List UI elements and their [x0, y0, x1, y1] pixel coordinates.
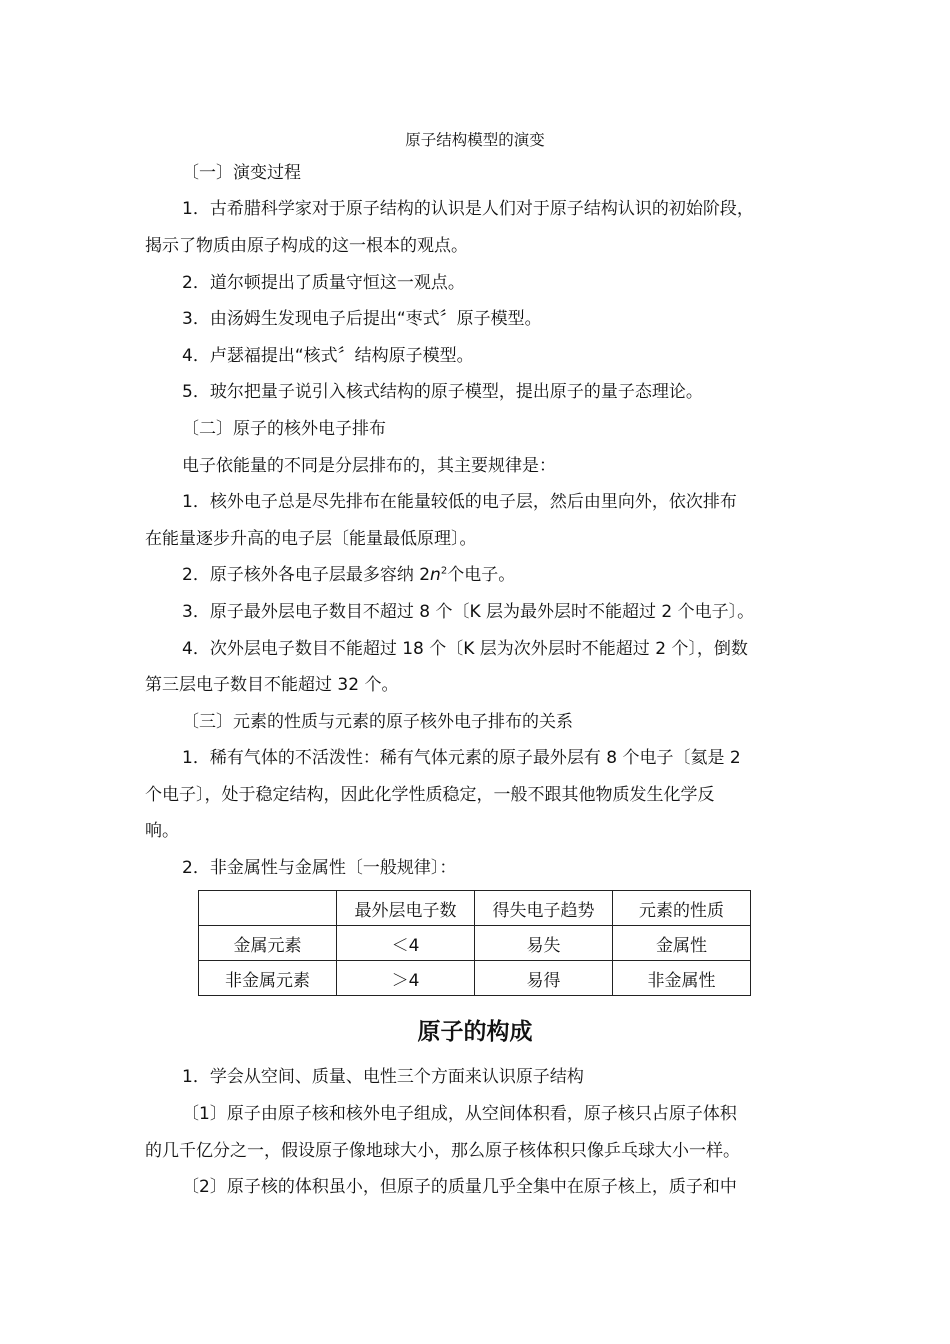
paragraph: 响。 — [145, 821, 179, 841]
paragraph: 的几千亿分之一，假设原子像地球大小，那么原子核体积只像乒乓球大小一样。 — [145, 1141, 740, 1161]
paragraph: 5．玻尔把量子说引入核式结构的原子模型，提出原子的量子态理论。 — [182, 382, 703, 402]
paragraph: 个电子〕，处于稳定结构，因此化学性质稳定，一般不跟其他物质发生化学反 — [145, 785, 715, 805]
paragraph: 1．古希腊科学家对于原子结构的认识是人们对于原子结构认识的初始阶段， — [182, 199, 754, 219]
paragraph: 1．稀有气体的不活泼性：稀有气体元素的原子最外层有 8 个电子〔氦是 2 — [182, 748, 741, 768]
table-header-cell: 最外层电子数 — [337, 891, 475, 926]
paragraph: 〔2〕原子核的体积虽小，但原子的质量几乎全集中在原子核上，质子和中 — [182, 1177, 737, 1197]
table-cell: 金属性 — [613, 926, 751, 961]
section-heading-properties: 〔三〕元素的性质与元素的原子核外电子排布的关系 — [182, 712, 573, 732]
variable-n: n — [430, 565, 441, 585]
paragraph — [182, 564, 847, 586]
element-properties-table — [198, 890, 751, 996]
table-header-cell: 得失电子趋势 — [475, 891, 613, 926]
table-cell: 金属元素 — [199, 926, 337, 961]
table-row — [199, 926, 751, 961]
section-heading-electron-arrangement: 〔二〕原子的核外电子排布 — [182, 419, 386, 439]
paragraph: 4．次外层电子数目不能超过 18 个〔K 层为次外层时不能超过 2 个〕，倒数 — [182, 639, 748, 659]
table-cell: 非金属性 — [613, 961, 751, 996]
paragraph: 1．核外电子总是尽先排布在能量较低的电子层，然后由里向外，依次排布 — [182, 492, 737, 512]
table-header-cell — [199, 891, 337, 926]
paragraph: 3．原子最外层电子数目不超过 8 个〔K 层为最外层时不能超过 2 个电子〕。 — [182, 602, 755, 622]
paragraph: 揭示了物质由原子构成的这一根本的观点。 — [145, 236, 468, 256]
table-cell: ＜4 — [337, 926, 475, 961]
table-cell: 易得 — [475, 961, 613, 996]
text-run: 2．原子核外各电子层最多容纳 2 — [182, 565, 431, 585]
paragraph: 第三层电子数目不能超过 32 个。 — [145, 675, 399, 695]
section-title-atom-composition: 原子的构成 — [417, 1019, 533, 1045]
table-cell: 易失 — [475, 926, 613, 961]
table-header-cell: 元素的性质 — [613, 891, 751, 926]
table-cell: ＞4 — [337, 961, 475, 996]
paragraph: 在能量逐步升高的电子层〔能量最低原理〕。 — [145, 529, 477, 549]
table-row — [199, 961, 751, 996]
paragraph: 〔1〕原子由原子核和核外电子组成，从空间体积看，原子核只占原子体积 — [182, 1104, 737, 1124]
text-run: 个电子。 — [447, 565, 516, 585]
paragraph: 4．卢瑟福提出“核式〞结构原子模型。 — [182, 346, 474, 366]
paragraph: 2．非金属性与金属性〔一般规律〕： — [182, 858, 457, 878]
section-heading-evolution: 〔一〕演变过程 — [182, 163, 301, 183]
superscript: 2 — [440, 565, 448, 577]
document-title: 原子结构模型的演变 — [405, 131, 545, 149]
paragraph: 3．由汤姆生发现电子后提出“枣式〞原子模型。 — [182, 309, 542, 329]
table-header-row — [199, 891, 751, 926]
paragraph: 1．学会从空间、质量、电性三个方面来认识原子结构 — [182, 1067, 584, 1087]
paragraph: 2．道尔顿提出了质量守恒这一观点。 — [182, 273, 465, 293]
paragraph: 电子依能量的不同是分层排布的，其主要规律是： — [182, 456, 556, 476]
table-cell: 非金属元素 — [199, 961, 337, 996]
